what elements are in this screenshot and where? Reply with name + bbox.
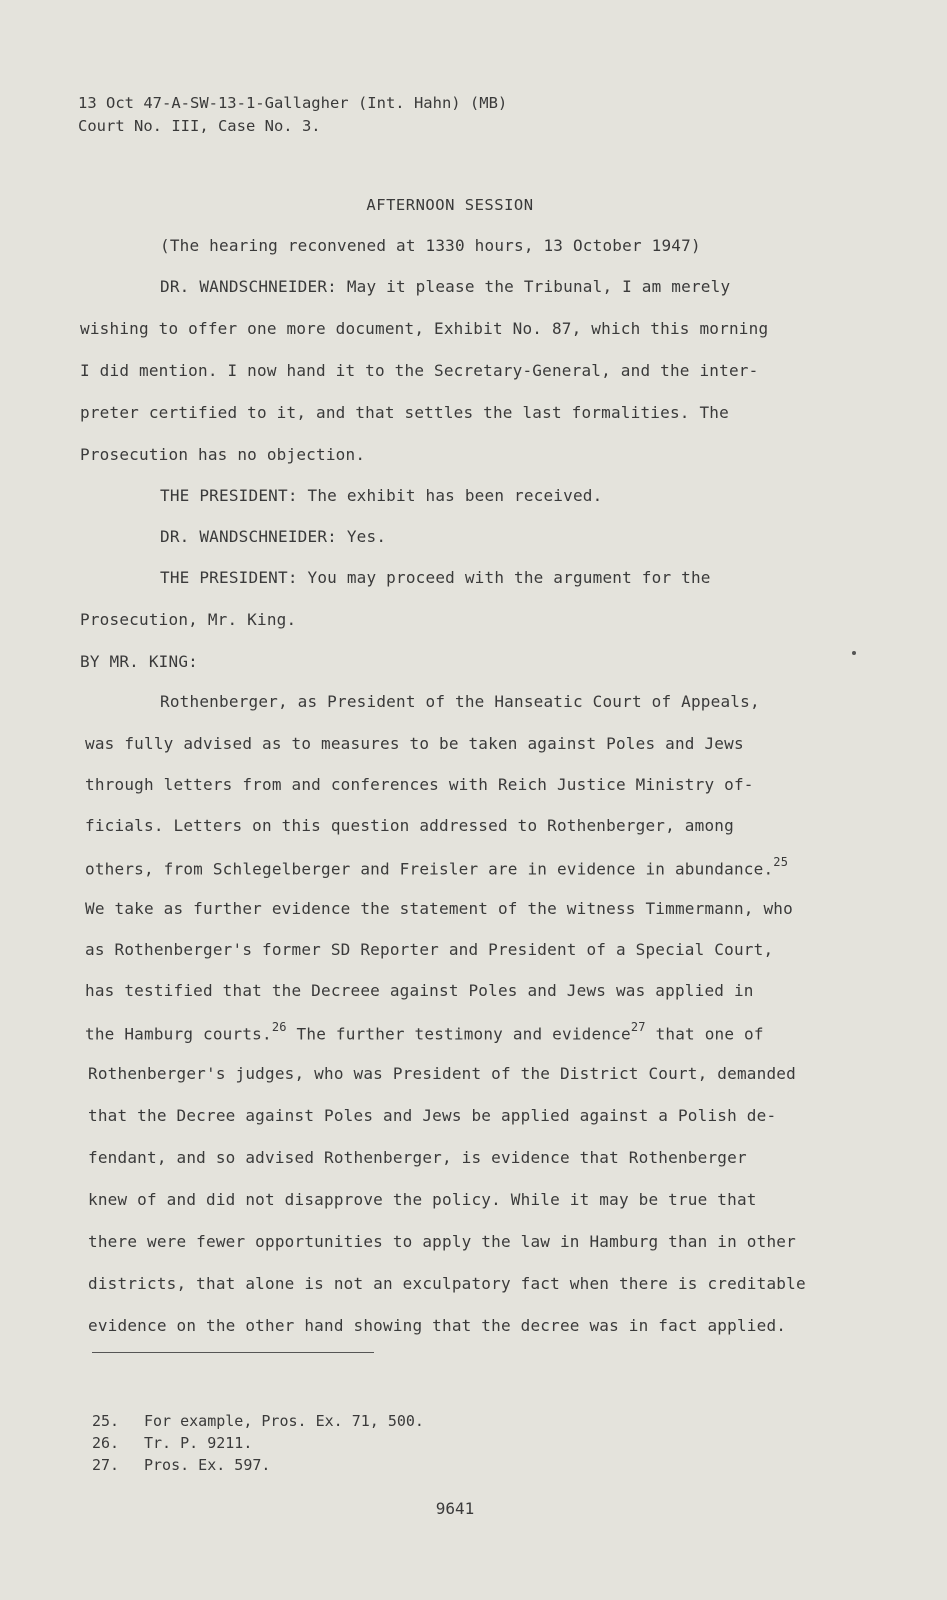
text-line: wishing to offer one more document, Exhibit No. 87, which this morning	[80, 319, 769, 338]
text-line: as Rothenberger's former SD Reporter and President of a Special Court,	[85, 940, 774, 959]
text-segment: that one of	[655, 1024, 764, 1044]
header-court-case: Court No. III, Case No. 3.	[78, 117, 321, 135]
footnote-ref: 26	[271, 1020, 287, 1034]
text-segment: the Hamburg courts.	[85, 1024, 272, 1044]
footnote-divider	[92, 1352, 374, 1353]
text-line: was fully advised as to measures to be taken against Poles and Jews	[85, 734, 744, 753]
text-line: (The hearing reconvened at 1330 hours, 13 October 1947)	[160, 236, 701, 255]
text-line: DR. WANDSCHNEIDER: Yes.	[160, 527, 387, 546]
text-line: preter certified to it, and that settles the last formalities. The	[80, 403, 729, 422]
document-header	[78, 92, 507, 138]
footnote-item	[92, 1412, 424, 1430]
text-line: Rothenberger's judges, who was President of the District Court, demanded	[88, 1064, 796, 1083]
ink-speck	[852, 651, 856, 655]
footnote-number: 27.	[92, 1456, 120, 1474]
text-line: BY MR. KING:	[80, 652, 198, 671]
text-line-with-footnote	[85, 1022, 764, 1043]
text-line: ficials. Letters on this question addressed to Rothenberger, among	[85, 816, 734, 835]
text-segment: others, from Schlegelberger and Freisler are in evidence in abundance.	[85, 859, 774, 879]
text-line: districts, that alone is not an exculpatory fact when there is creditable	[88, 1274, 806, 1293]
footnote-item	[92, 1456, 270, 1474]
text-line: THE PRESIDENT: The exhibit has been received.	[160, 486, 603, 505]
footnote-item	[92, 1434, 252, 1452]
text-line: that the Decree against Poles and Jews be applied against a Polish de-	[88, 1106, 777, 1125]
text-line: THE PRESIDENT: You may proceed with the argument for the	[160, 568, 711, 587]
session-title: AFTERNOON SESSION	[366, 196, 534, 214]
text-line: knew of and did not disapprove the policy. While it may be true that	[88, 1190, 757, 1209]
text-line: evidence on the other hand showing that the decree was in fact applied.	[88, 1316, 787, 1335]
footnote-text: For example, Pros. Ex. 71, 500.	[144, 1412, 424, 1430]
text-line: there were fewer opportunities to apply the law in Hamburg than in other	[88, 1232, 796, 1251]
text-line-with-footnote	[85, 857, 788, 878]
text-line: Prosecution, Mr. King.	[80, 610, 297, 629]
text-segment: The further testimony and evidence	[296, 1024, 631, 1044]
footnote-number: 26.	[92, 1434, 120, 1452]
footnote-ref: 27	[630, 1020, 646, 1034]
text-line: We take as further evidence the statement of the witness Timmermann, who	[85, 899, 793, 918]
text-line: I did mention. I now hand it to the Secretary-General, and the inter-	[80, 361, 759, 380]
footnote-text: Pros. Ex. 597.	[144, 1456, 271, 1474]
text-line: fendant, and so advised Rothenberger, is evidence that Rothenberger	[88, 1148, 747, 1167]
text-line: DR. WANDSCHNEIDER: May it please the Tribunal, I am merely	[160, 277, 731, 296]
text-line: Rothenberger, as President of the Hanseatic Court of Appeals,	[160, 692, 760, 711]
footnote-ref: 25	[773, 855, 789, 869]
text-line: has testified that the Decreee against Poles and Jews was applied in	[85, 981, 754, 1000]
text-line: through letters from and conferences with Reich Justice Ministry of-	[85, 775, 754, 794]
page-number: 9641	[435, 1499, 475, 1518]
footnote-text: Tr. P. 9211.	[144, 1434, 253, 1452]
footnote-number: 25.	[92, 1412, 120, 1430]
header-reference: 13 Oct 47-A-SW-13-1-Gallagher (Int. Hahn) (MB)	[78, 94, 508, 112]
text-line: Prosecution has no objection.	[80, 445, 366, 464]
